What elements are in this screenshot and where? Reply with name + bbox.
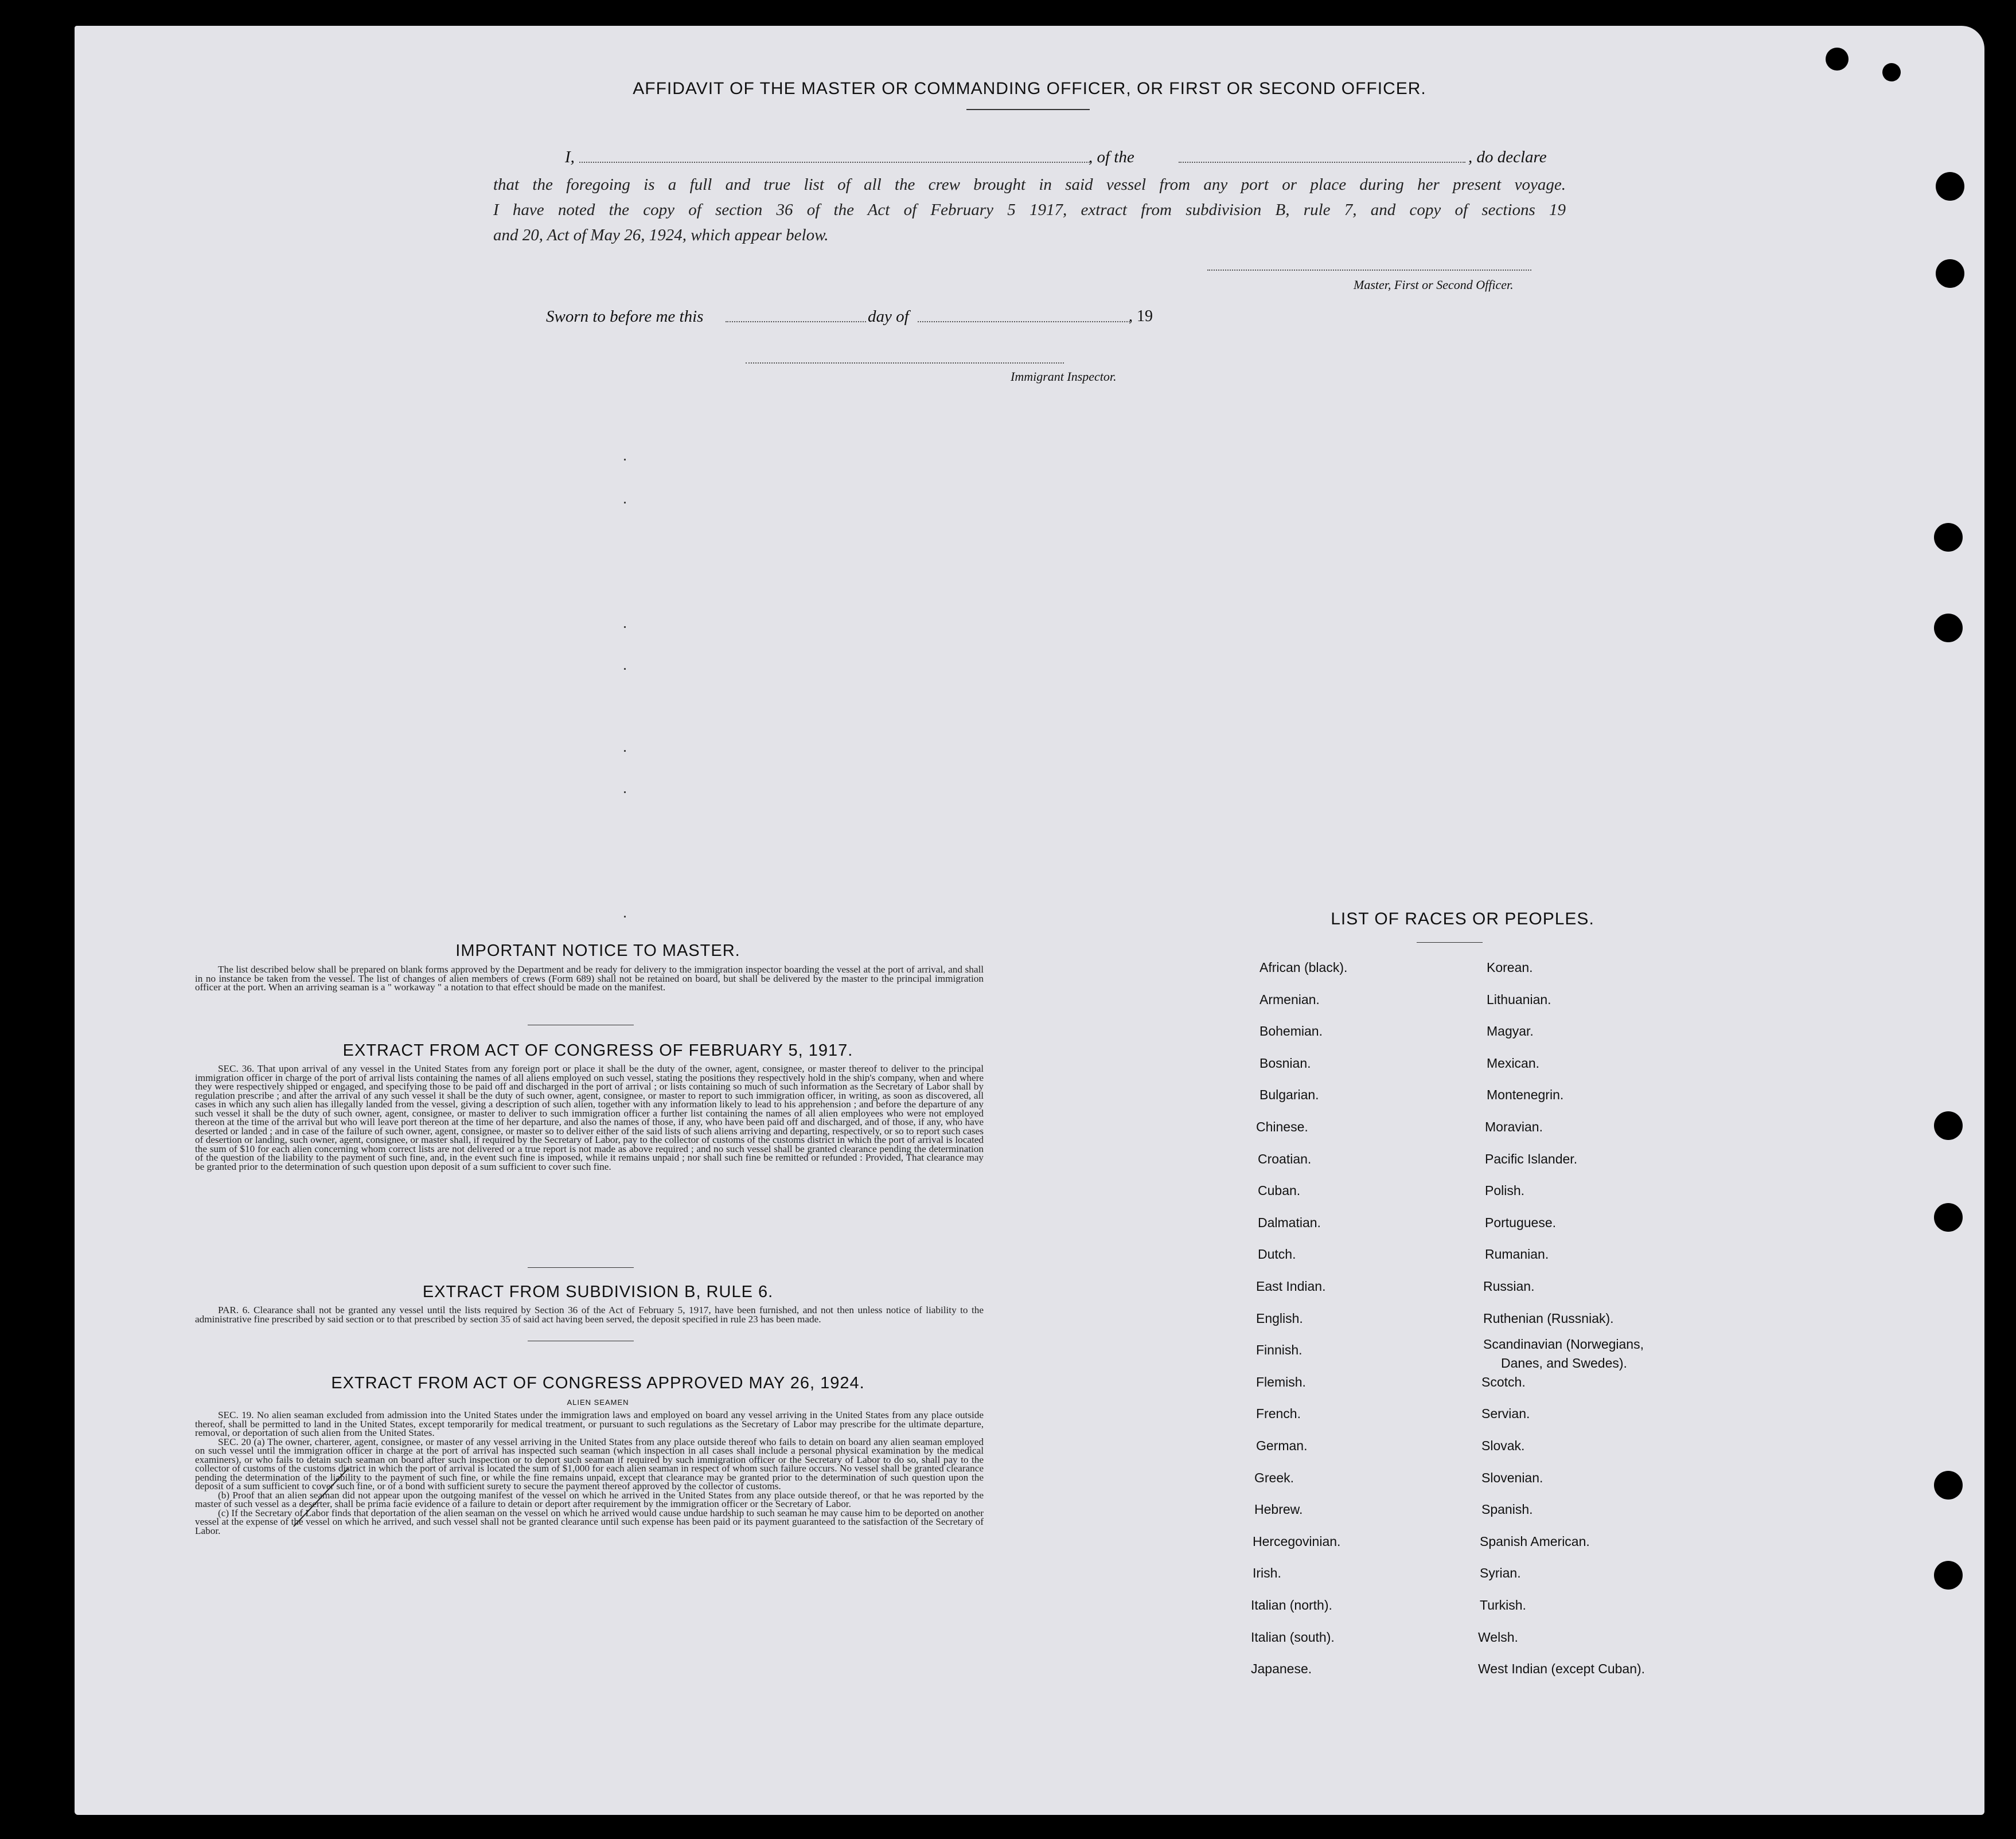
race-item: Turkish. bbox=[1480, 1598, 1526, 1612]
race-item: Polish. bbox=[1485, 1183, 1525, 1198]
extract-1917-body bbox=[195, 1064, 984, 1171]
affidavit-do-declare: , do declare bbox=[1468, 148, 1547, 166]
subdivision-title: EXTRACT FROM SUBDIVISION B, RULE 6. bbox=[422, 1283, 774, 1301]
subdivision-text: PAR. 6. Clearance shall not be granted any vessel until the lists required by Section 36 of the Act of February 5, 1917, have been furnished, and not then unless notice of liability to the administrative fine prescribed by said section or to that prescribed by section 35 of said act having been served, the deposit specified in rule 23 has been made. bbox=[195, 1305, 984, 1325]
race-item: Flemish. bbox=[1256, 1374, 1306, 1389]
extract-1917-title: EXTRACT FROM ACT OF CONGRESS OF FEBRUARY 5, 1917. bbox=[342, 1041, 853, 1060]
sworn-day-blank bbox=[726, 321, 866, 322]
notice-title: IMPORTANT NOTICE TO MASTER. bbox=[455, 942, 740, 960]
mark-dot bbox=[624, 502, 626, 503]
race-item: Bohemian. bbox=[1259, 1024, 1323, 1039]
affidavit-title: AFFIDAVIT OF THE MASTER OR COMMANDING OFFICER, OR FIRST OR SECOND OFFICER. bbox=[633, 79, 1426, 98]
vessel-blank bbox=[1179, 162, 1465, 163]
race-item: Servian. bbox=[1481, 1406, 1530, 1422]
mark-dot bbox=[624, 626, 626, 628]
punch-hole bbox=[1826, 48, 1849, 71]
sworn-label: Sworn to before me this bbox=[546, 307, 704, 326]
notice-body bbox=[195, 965, 984, 992]
title-underline bbox=[966, 109, 1090, 110]
punch-hole bbox=[1936, 259, 1964, 288]
race-item: Korean. bbox=[1487, 960, 1533, 975]
sec-20a-text: SEC. 20 (a) The owner, charterer, agent, consignee, or master of any vessel arriving in the United States from any place outside thereof who fails to detain on board any alien seaman employed on such vessel until the immigration officer in charge at the port of arrival has inspected such seaman (which inspection in all cases shall include a personal physical examination by the medical examiners), or who fails to detain such seaman on board after such inspection or to deport such seaman if required by such immigration officer or the Secretary of Labor to do so, shall pay to the collector of customs of the customs district in which the port of arrival is located the sum of $1,000 for each alien seaman in respect of whom such failure occurs. No vessel shall be granted clearance pending the determination of the liability to the payment of such fine, or while the fine remains unpaid, except that clearance may be granted prior to the determination of such question upon the deposit of a sum sufficient to cover such fine, or of a bond with sufficient surety to secure the payment thereof approved by the collector of customs. bbox=[195, 1436, 984, 1491]
name-blank bbox=[579, 162, 1090, 163]
race-item: English. bbox=[1256, 1310, 1303, 1326]
affidavit-i-label: I, bbox=[565, 148, 575, 166]
punch-hole bbox=[1882, 63, 1901, 81]
race-item: Scotch. bbox=[1481, 1374, 1526, 1389]
race-item: Bosnian. bbox=[1259, 1055, 1311, 1071]
master-signature-line bbox=[1207, 270, 1531, 271]
race-item: African (black). bbox=[1259, 960, 1348, 975]
race-item: Slovak. bbox=[1481, 1438, 1525, 1453]
day-of-label: day of bbox=[868, 307, 909, 326]
inspector-signature-line bbox=[746, 362, 1064, 364]
document-sheet bbox=[75, 26, 1984, 1815]
race-item: Spanish American. bbox=[1480, 1533, 1590, 1549]
sworn-month-blank bbox=[918, 321, 1130, 322]
race-item: Irish. bbox=[1253, 1565, 1281, 1581]
affidavit-line-2: that the foregoing is a full and true list of all the crew brought in said vessel from any port or place during her present voyage. bbox=[493, 175, 1566, 194]
race-item: Portuguese. bbox=[1485, 1215, 1557, 1230]
race-item: Ruthenian (Russniak). bbox=[1483, 1310, 1614, 1326]
race-item: Croatian. bbox=[1258, 1151, 1312, 1166]
alien-seamen-subtitle: ALIEN SEAMEN bbox=[567, 1398, 629, 1407]
pen-stroke bbox=[287, 1462, 356, 1531]
race-item: Rumanian. bbox=[1485, 1247, 1549, 1262]
mark-dot bbox=[624, 668, 626, 670]
affidavit-line-4: and 20, Act of May 26, 1924, which appear below. bbox=[493, 226, 829, 244]
race-item: German. bbox=[1256, 1438, 1308, 1453]
affidavit-of-the: , of the bbox=[1089, 148, 1134, 166]
race-item: Magyar. bbox=[1487, 1024, 1534, 1039]
sec-20c-text: (c) If the Secretary of Labor finds that deportation of the alien seaman on the vessel on which he arrived would cause undue hardship to such seaman he may cause him to be deported on another vessel at the expense of the vessel on which he arrived, and such vessel shall not be granted clearance until such expense has been paid or its payment guaranteed to the satisfaction of the Secretary of Labor. bbox=[195, 1507, 984, 1536]
race-item: Slovenian. bbox=[1481, 1470, 1543, 1485]
race-item: French. bbox=[1256, 1406, 1301, 1422]
sec-19-text: SEC. 19. No alien seaman excluded from admission into the United States under the immigration laws and employed on board any vessel arriving in the United States from any place outside thereof, shall be permitted to land in the United States, except temporarily for medical treatment, or pursuant to such regulations as the Secretary of Labor may prescribe for the ultimate departure, removal, or deportation of such alien from the United States. bbox=[195, 1409, 984, 1438]
mark-dot bbox=[624, 916, 626, 917]
race-item: Welsh. bbox=[1478, 1629, 1518, 1645]
race-item: Lithuanian. bbox=[1487, 991, 1551, 1007]
races-underline bbox=[1417, 942, 1483, 943]
race-item: Montenegrin. bbox=[1487, 1087, 1564, 1103]
punch-hole bbox=[1934, 1471, 1963, 1500]
race-item: Cuban. bbox=[1258, 1183, 1301, 1198]
mark-dot bbox=[624, 750, 626, 752]
races-title: LIST OF RACES OR PEOPLES. bbox=[1331, 909, 1594, 928]
punch-hole bbox=[1934, 1561, 1963, 1590]
race-item: Dutch. bbox=[1258, 1247, 1296, 1262]
race-item: Chinese. bbox=[1256, 1119, 1308, 1134]
race-item: Pacific Islander. bbox=[1485, 1151, 1578, 1166]
race-item: Mexican. bbox=[1487, 1055, 1540, 1071]
mark-dot bbox=[624, 459, 626, 460]
punch-hole bbox=[1934, 1203, 1963, 1232]
punch-hole bbox=[1934, 614, 1963, 642]
inspector-label: Immigrant Inspector. bbox=[1011, 369, 1117, 384]
extract-1924-title: EXTRACT FROM ACT OF CONGRESS APPROVED MAY 26, 1924. bbox=[331, 1374, 865, 1392]
race-item: West Indian (except Cuban). bbox=[1478, 1661, 1645, 1677]
punch-hole bbox=[1936, 172, 1964, 201]
race-item: East Indian. bbox=[1256, 1279, 1326, 1294]
punch-hole bbox=[1934, 523, 1963, 552]
year-label: , 19 bbox=[1129, 307, 1153, 325]
race-item: Armenian. bbox=[1259, 991, 1320, 1007]
race-item: Italian (south). bbox=[1251, 1629, 1335, 1645]
race-item: Greek. bbox=[1254, 1470, 1294, 1485]
race-scandinavian-cont: Danes, and Swedes). bbox=[1501, 1356, 1627, 1371]
race-item: Syrian. bbox=[1480, 1565, 1521, 1581]
affidavit-line-3: I have noted the copy of section 36 of the Act of February 5 1917, extract from subdivision B, rule 7, and copy of sections 19 bbox=[493, 201, 1566, 219]
race-item: Dalmatian. bbox=[1258, 1215, 1321, 1230]
sec-20b-text: (b) Proof that an alien seaman did not appear upon the outgoing manifest of the vessel on which he arrived in the United States from any place outside thereof, or that he was reported by the master of such vessel as a deserter, shall be prima facie evidence of a failure to detain or deport after requirement by the immigration officer or the Secretary of Labor. bbox=[195, 1489, 984, 1509]
punch-hole bbox=[1934, 1111, 1963, 1140]
master-signature-label: Master, First or Second Officer. bbox=[1354, 278, 1514, 292]
race-item: Moravian. bbox=[1485, 1119, 1543, 1134]
race-item: Hercegovinian. bbox=[1253, 1533, 1341, 1549]
subdivision-body bbox=[195, 1306, 984, 1323]
race-item: Russian. bbox=[1483, 1279, 1535, 1294]
race-item: Finnish. bbox=[1256, 1342, 1303, 1358]
race-item: Japanese. bbox=[1251, 1661, 1312, 1677]
race-item: Bulgarian. bbox=[1259, 1087, 1319, 1103]
extract-1917-text: SEC. 36. That upon arrival of any vessel in the United States from any foreign port or place it shall be the duty of the owner, agent, consignee, or master thereof to deliver to the principal immigration officer in charge of the port of arrival lists containing the names of all aliens employed on such vessel, stating the positions they respectively hold in the ship's company, when and where they were respectively shipped or engaged, and specifying those to be paid off and discharged in the port of arrival ; or lists containing so much of such information as the Secretary of Labor shall by regulation prescribe ; and after the arrival of any such vessel it shall be the duty of such owner, agent, consignee, or master to report to such immigration officer, in writing, as soon as discovered, all cases in which any such alien has illegally landed from the vessel, giving a description of such alien, together with any information likely to lead to his apprehension ; and before the departure of any such vessel it shall be the duty of such owner, agent, consignee, or master to deliver to such immigration officer a further list containing the names of all alien employees who were not employed thereon at the time of the arrival but who will leave port thereon at the time of her departure, and also the names of those, if any, who have been paid off and discharged, and of those, if any, who have deserted or landed ; and in case of the failure of such owner, agent, consignee, or master so to deliver either of the said lists of such aliens arriving and departing, respectively, or so to report such cases of desertion or landing, such owner, agent, consignee, or master shall, if required by the Secretary of Labor, pay to the collector of customs of the customs district in which the port of arrival is located the sum of $10 for each alien concerning whom correct lists are not delivered or a true report is not made as above required ; and no such vessel shall be granted clearance pending the determination of the question of the liability to the payment of such fine, and, in the event such fine is imposed, while it remains unpaid ; nor shall such fine be remitted or refunded : Provided, That clearance may be granted prior to the determination of such question upon deposit of a sum sufficient to cover such fine. bbox=[195, 1063, 984, 1172]
race-item: Hebrew. bbox=[1254, 1502, 1303, 1517]
divider bbox=[528, 1267, 634, 1268]
race-item: Italian (north). bbox=[1251, 1598, 1332, 1612]
notice-text: The list described below shall be prepared on blank forms approved by the Department and be ready for delivery to the immigration inspector boarding the vessel at the port of arrival, and shall in no instance be taken from the vessel. The list of changes of alien members of crews (Form 689) shall not be retained on board, but shall be delivered by the master to the principal immigration officer at the port. When an arriving seaman is a " workaway " a notation to that effect should be made on the manifest. bbox=[195, 964, 984, 993]
mark-dot bbox=[624, 791, 626, 793]
race-item: Scandinavian (Norwegians, bbox=[1483, 1337, 1644, 1352]
race-item: Spanish. bbox=[1481, 1502, 1533, 1517]
